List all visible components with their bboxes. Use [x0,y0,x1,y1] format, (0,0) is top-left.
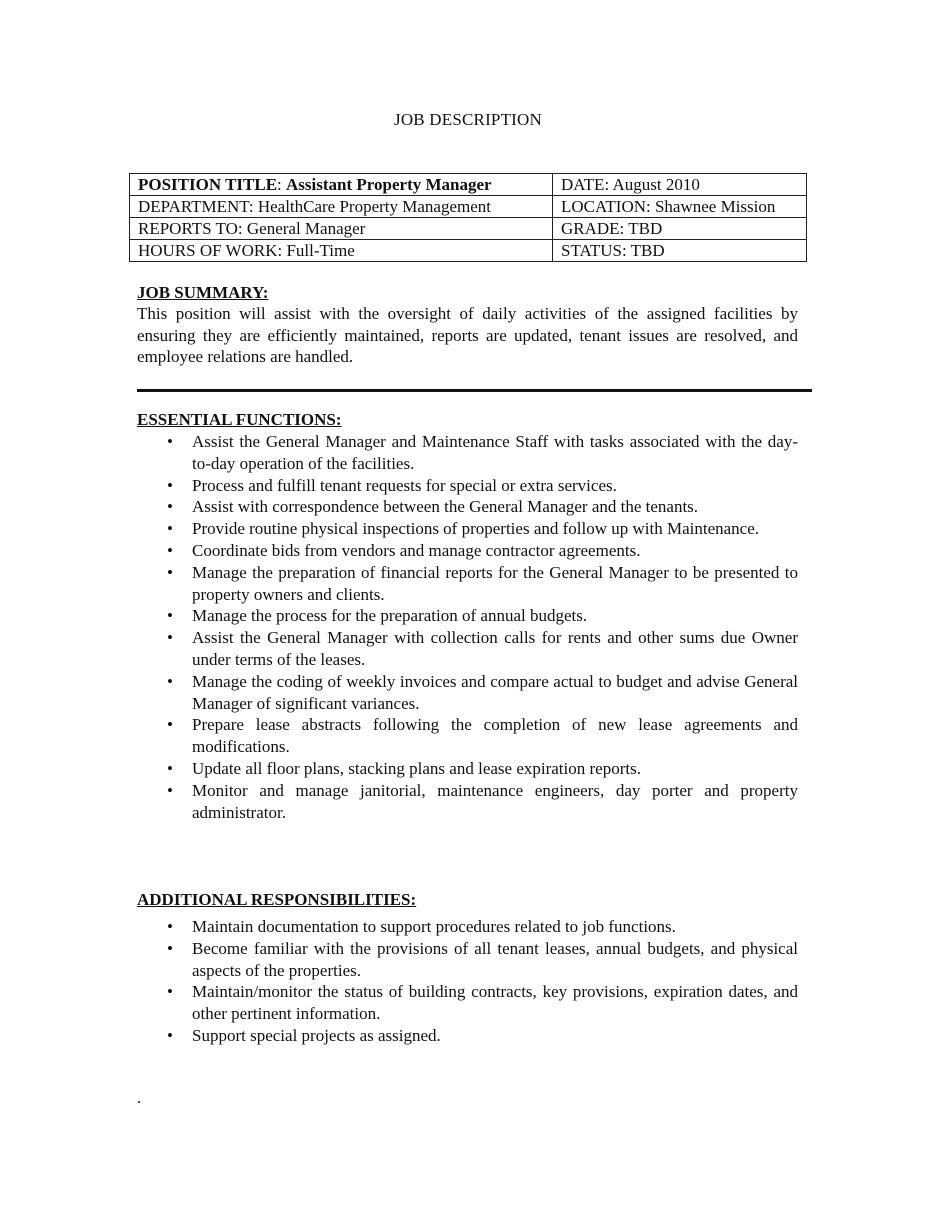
list-item-text: Manage the preparation of financial reports for the General Manager to be presented to property owners and clients. [192,562,798,604]
list-item [137,475,798,497]
list-item [137,627,798,671]
table-row [130,174,807,196]
list-item-text: Maintain/monitor the status of building contracts, key provisions, expiration dates, and other pertinent information. [192,982,798,1024]
bullet-icon: • [167,497,173,517]
department-cell: DEPARTMENT: HealthCare Property Management [130,196,553,218]
job-summary-text: This position will assist with the oversight of daily activities of the assigned facilities by ensuring they are efficiently maintained, reports are updated, tenant issues are resolved, and employee relations are handled. [137,304,798,366]
list-item [137,981,798,1025]
list-item [137,605,798,627]
list-item [137,562,798,606]
list-item-text: Provide routine physical inspections of properties and follow up with Maintenance. [192,519,760,539]
list-item [137,671,798,715]
table-row [130,218,807,240]
position-info-table [129,173,807,262]
list-item [137,758,798,780]
bullet-icon: • [167,917,173,936]
table-row [130,196,807,218]
bullet-icon: • [167,540,173,560]
bullet-icon: • [167,758,173,778]
bullet-icon: • [167,432,173,451]
status-cell: STATUS: TBD [553,240,807,262]
list-item [137,518,798,540]
list-item-text: Assist the General Manager and Maintenance Staff with tasks associated with the day-to-day operation of the facilities. [192,432,798,473]
list-item-text: Update all floor plans, stacking plans and lease expiration reports. [192,758,641,778]
bullet-icon: • [167,671,173,691]
list-item-text: Manage the process for the preparation of annual budgets. [192,606,588,626]
bullet-icon: • [167,715,173,735]
list-item-text: Maintain documentation to support procedures related to job functions. [192,917,676,936]
bullet-icon: • [167,780,173,800]
list-item-text: Support special projects as assigned. [192,1025,441,1045]
list-item [137,431,798,475]
list-item-text: Process and fulfill tenant requests for special or extra services. [192,475,617,495]
reports-to-cell: REPORTS TO: General Manager [130,218,553,240]
essential-functions-list [137,431,798,823]
location-cell: LOCATION: Shawnee Mission [553,196,807,218]
document-title: JOB DESCRIPTION [394,110,542,129]
list-item-text: Manage the coding of weekly invoices and compare actual to budget and advise General Manager of significant variances. [192,671,798,713]
position-title-label: POSITION TITLE [138,174,278,194]
list-item-text: Prepare lease abstracts following the completion of new lease agreements and modifications. [192,715,798,757]
bullet-icon: • [167,562,173,582]
grade-cell: GRADE: TBD [553,218,807,240]
bullet-icon: • [167,1025,173,1045]
hours-of-work-cell: HOURS OF WORK: Full-Time [130,240,553,262]
essential-functions-heading: ESSENTIAL FUNCTIONS: [137,410,342,429]
list-item [137,780,798,824]
bullet-icon: • [167,475,173,495]
list-item [137,1025,798,1047]
bullet-icon: • [167,606,173,626]
trailing-period: . [137,1088,142,1107]
list-item [137,714,798,758]
list-item-text: Monitor and manage janitorial, maintenance engineers, day porter and property administrator. [192,780,798,822]
job-summary-heading: JOB SUMMARY: [137,283,269,302]
list-item-text: Assist the General Manager with collection calls for rents and other sums due Owner under terms of the leases. [192,628,798,669]
date-cell: DATE: August 2010 [553,174,807,196]
bullet-icon: • [167,938,173,958]
list-item [137,540,798,562]
position-title-value: Assistant Property Manager [286,174,492,194]
section-divider [137,389,812,392]
list-item [137,938,798,982]
list-item [137,916,798,938]
bullet-icon: • [167,982,173,1002]
list-item [137,496,798,518]
additional-responsibilities-list [137,916,798,1047]
position-title-cell: POSITION TITLE: Assistant Property Manager [130,174,553,196]
table-row [130,240,807,262]
list-item-text: Coordinate bids from vendors and manage contractor agreements. [192,540,641,560]
list-item-text: Assist with correspondence between the General Manager and the tenants. [192,497,699,517]
bullet-icon: • [167,628,173,648]
list-item-text: Become familiar with the provisions of all tenant leases, annual budgets, and physical aspects of the properties. [192,938,798,980]
bullet-icon: • [167,519,173,539]
additional-responsibilities-heading: ADDITIONAL RESPONSIBILITIES: [137,890,417,909]
